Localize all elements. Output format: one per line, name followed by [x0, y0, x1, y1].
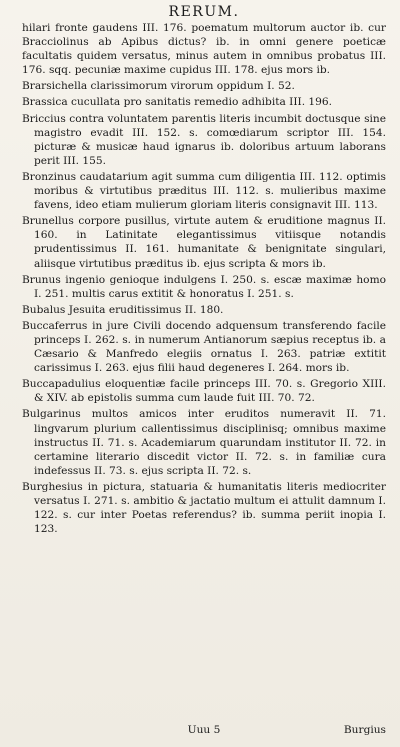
- index-entries: [22, 21, 386, 536]
- index-entry: Briccius contra voluntatem parentis literis incumbit doctusque sine magistro evadit III. 152. s. comœdiarum scriptor III. 154. picturæ & musicæ haud ignarus ib. doloribus artuum laborans perit III. 155.: [22, 112, 386, 167]
- index-entry: Burghesius in pictura, statuaria & humanitatis literis mediocriter versatus I. 271. s. ambitio & jactatio multum ei attulit damnum I. 122. s. cur inter Poetas referendus? ib. summa periit inopia I. 123.: [22, 480, 386, 536]
- index-entry: Buccaferrus in jure Civili docendo adquensum transferendo facile princeps I. 262. s. in numerum Antianorum sæpius receptus ib. a Cæsario & Manfredo elegiis ornatus I. 263. patriæ extitit carissimus I. 263. ejus filii haud degeneres I. 264. mors ib.: [22, 319, 386, 375]
- index-entry: Brunellus corpore pusillus, virtute autem & eruditione magnus II. 160. in Latinitate elegantissimus vitiisque notandis prudentissimus II. 161. humanitate & benignitate singulari, aliisque virtutibus præditus ib. ejus scripta & mors ib.: [22, 215, 386, 270]
- running-head: RERUM.: [168, 4, 240, 20]
- index-entry: hilari fronte gaudens III. 176. poematum multorum auctor ib. cur Bracciolinus ab Apibus dictus? ib. in omni genere poeticæ facultatis quidem versatus, minus autem in omnibus probatus III. 176. sqq. pecuniæ maxime cupidus III. 178. ejus mors ib.: [22, 22, 386, 77]
- index-entry: Bubalus Jesuita eruditissimus II. 180.: [22, 303, 224, 316]
- index-entry: Brunus ingenio genioque indulgens I. 250. s. escæ maximæ homo I. 251. multis carus extitit & honoratus I. 251. s.: [22, 273, 386, 300]
- index-entry: Bronzinus caudatarium agit summa cum diligentia III. 112. optimis moribus & virtutibus præditus III. 112. s. mulieribus maxime favens, ideo etiam mulierum gloriam literis consignavit III. 113.: [22, 170, 386, 212]
- catchword: Burgius: [343, 724, 386, 736]
- index-entry: Brarsichella clarissimorum virorum oppidum I. 52.: [22, 80, 295, 93]
- index-entry: Buccapadulius eloquentiæ facile princeps III. 70. s. Gregorio XIII. & XIV. ab epistolis summa cum laude fuit III. 70. 72.: [22, 378, 386, 405]
- index-entry: Bulgarinus multos amicos inter eruditos numeravit II. 71. lingvarum plurium callentissimus disciplinisq; omnibus maxime instructus II. 71. s. Academiarum quarundam institutor II. 72. in certamine literario discedit victor II. 72. s. in familiæ cura indefessus II. 73. s. ejus scripta II. 72. s.: [22, 408, 386, 477]
- index-entry: Brassica cucullata pro sanitatis remedio adhibita III. 196.: [22, 96, 333, 109]
- signature-mark: Uuu 5: [187, 724, 221, 736]
- page-footer: [22, 722, 386, 738]
